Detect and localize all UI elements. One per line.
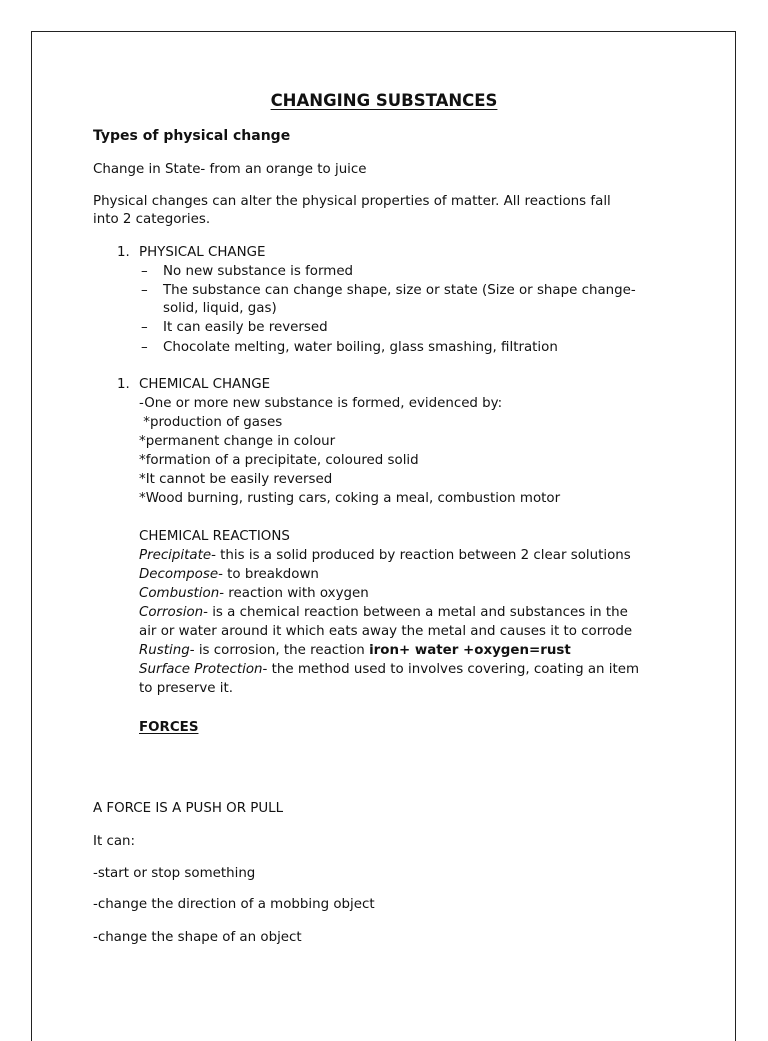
physical-item: The substance can change shape, size or state (Size or shape change-: [163, 283, 636, 298]
physical-dash-2: –: [141, 283, 148, 298]
decompose-term: Decompose: [139, 567, 219, 582]
precipitate-term: Precipitate: [139, 548, 212, 563]
change-in-state-text: Change in State- from an orange to juice: [93, 162, 367, 177]
surface-protection-definition-continued: to preserve it.: [139, 681, 234, 696]
it-can-text: It can:: [93, 834, 136, 849]
combustion-definition: [139, 584, 369, 603]
rusting-term: Rusting: [139, 643, 190, 658]
force-definition: A FORCE IS A PUSH OR PULL: [93, 801, 284, 816]
chemical-line: *Wood burning, rusting cars, coking a meal, combustion motor: [139, 491, 561, 506]
intro-line-2: into 2 categories.: [93, 212, 211, 227]
types-heading: Types of physical change: [93, 128, 291, 144]
force-ability: -change the shape of an object: [93, 930, 302, 945]
physical-dash-3: –: [141, 320, 148, 335]
force-ability: -change the direction of a mobbing object: [93, 897, 375, 912]
chemical-line: *permanent change in colour: [139, 434, 336, 449]
physical-heading: PHYSICAL CHANGE: [139, 245, 266, 260]
precipitate-def: - this is a solid produced by reaction between 2 clear solutions: [211, 548, 631, 563]
rusting-def: - is corrosion, the reaction: [189, 643, 370, 658]
combustion-term: Combustion: [139, 586, 220, 601]
chemical-line: *formation of a precipitate, coloured solid: [139, 453, 419, 468]
physical-number: 1.: [117, 245, 130, 260]
precipitate-definition: [139, 546, 631, 565]
corrosion-definition: [139, 603, 628, 622]
corrosion-def: - is a chemical reaction between a metal and substances in the: [203, 605, 628, 620]
decompose-definition: [139, 565, 319, 584]
intro-line-1: Physical changes can alter the physical properties of matter. All reactions fall: [93, 194, 611, 209]
forces-heading: FORCES: [139, 720, 199, 735]
force-ability: -start or stop something: [93, 866, 256, 881]
physical-item: No new substance is formed: [163, 264, 354, 279]
chemical-line: *It cannot be easily reversed: [139, 472, 333, 487]
surface-def: - the method used to involves covering, coating an item: [262, 662, 640, 677]
rusting-formula: iron+ water +oxygen=rust: [369, 643, 571, 658]
combustion-def: - reaction with oxygen: [219, 586, 369, 601]
physical-dash-4: –: [141, 340, 148, 355]
surface-protection-definition: [139, 660, 639, 679]
chemical-line: -One or more new substance is formed, evidenced by:: [139, 396, 503, 411]
document-title: CHANGING SUBSTANCES: [270, 91, 498, 110]
physical-item: It can easily be reversed: [163, 320, 328, 335]
physical-dash-1: –: [141, 264, 148, 279]
chemical-line: *production of gases: [139, 415, 283, 430]
rusting-definition: [139, 641, 571, 660]
reactions-heading: CHEMICAL REACTIONS: [139, 529, 290, 544]
chemical-heading: CHEMICAL CHANGE: [139, 377, 271, 392]
decompose-def: - to breakdown: [218, 567, 319, 582]
surface-term: Surface Protection: [139, 662, 263, 677]
corrosion-term: Corrosion: [139, 605, 204, 620]
chemical-number: 1.: [117, 377, 130, 392]
physical-item: Chocolate melting, water boiling, glass smashing, filtration: [163, 340, 558, 355]
physical-item-continuation: solid, liquid, gas): [163, 301, 277, 316]
document-page: [31, 31, 736, 1041]
corrosion-definition-continued: air or water around it which eats away the metal and causes it to corrode: [139, 624, 633, 639]
